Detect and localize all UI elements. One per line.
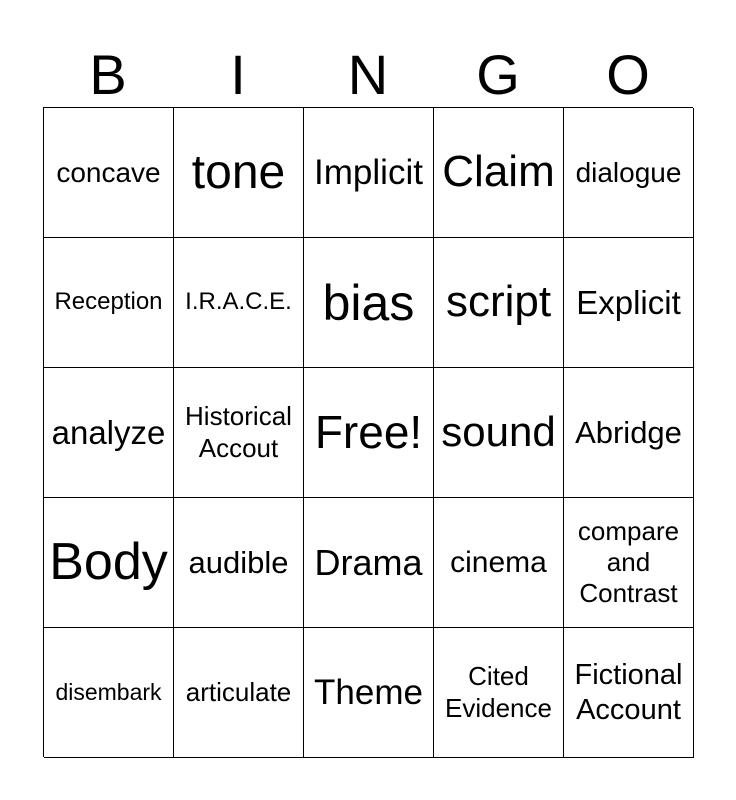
cell-label: disembark — [55, 678, 162, 705]
cell-label: compare and Contrast — [577, 515, 680, 609]
bingo-cell-r4-c2[interactable] — [174, 498, 304, 628]
bingo-cell-r1-c2[interactable] — [174, 108, 304, 238]
bingo-cell-r2-c3[interactable] — [304, 238, 434, 368]
bingo-cell-r2-c2[interactable] — [174, 238, 304, 368]
cell-label: Fictional Account — [574, 658, 683, 726]
bingo-board — [43, 107, 693, 757]
bingo-cell-r3-c5[interactable] — [564, 368, 694, 498]
cell-label: sound — [441, 408, 556, 456]
cell-label: Drama — [314, 541, 423, 583]
bingo-cell-r4-c5[interactable] — [564, 498, 694, 628]
cell-label: Claim — [442, 147, 555, 197]
header-letter-i: I — [230, 43, 246, 106]
bingo-cell-r2-c5[interactable] — [564, 238, 694, 368]
header-letter-n: N — [347, 43, 389, 106]
cell-label: Historical Accout — [185, 401, 292, 463]
bingo-cell-r4-c4[interactable] — [434, 498, 564, 628]
bingo-cell-r5-c2[interactable] — [174, 628, 304, 758]
cell-label: script — [445, 277, 552, 327]
bingo-cell-r3-c3[interactable] — [304, 368, 434, 498]
cell-label: articulate — [185, 676, 292, 707]
bingo-cell-r5-c1[interactable] — [44, 628, 174, 758]
bingo-cell-r1-c3[interactable] — [304, 108, 434, 238]
bingo-header — [43, 42, 693, 108]
cell-label: Theme — [314, 672, 423, 712]
cell-label: Implicit — [314, 152, 423, 192]
bingo-cell-r5-c3[interactable] — [304, 628, 434, 758]
cell-label: tone — [191, 145, 286, 199]
cell-label: analyze — [51, 413, 166, 451]
bingo-cell-r4-c3[interactable] — [304, 498, 434, 628]
bingo-cell-r2-c1[interactable] — [44, 238, 174, 368]
cell-label: bias — [322, 274, 415, 331]
bingo-cell-r5-c5[interactable] — [564, 628, 694, 758]
bingo-cell-r1-c5[interactable] — [564, 108, 694, 238]
cell-label: Abridge — [575, 414, 682, 450]
cell-label: Cited Evidence — [445, 661, 552, 723]
header-letter-b: B — [89, 43, 127, 106]
cell-label: Free! — [314, 405, 423, 458]
bingo-cell-r3-c1[interactable] — [44, 368, 174, 498]
cell-label: Reception — [54, 288, 163, 316]
bingo-cell-r3-c2[interactable] — [174, 368, 304, 498]
bingo-cell-r4-c1[interactable] — [44, 498, 174, 628]
bingo-cell-r1-c1[interactable] — [44, 108, 174, 238]
header-letter-g: G — [476, 43, 520, 106]
cell-label: I.R.A.C.E. — [185, 288, 292, 316]
cell-label: concave — [56, 156, 161, 188]
cell-label: Body — [49, 533, 168, 592]
bingo-cell-r5-c4[interactable] — [434, 628, 564, 758]
bingo-cell-r1-c4[interactable] — [434, 108, 564, 238]
bingo-cell-r2-c4[interactable] — [434, 238, 564, 368]
bingo-cell-r3-c4[interactable] — [434, 368, 564, 498]
header-letter-o: O — [606, 43, 650, 106]
cell-label: dialogue — [575, 156, 682, 188]
cell-label: cinema — [450, 545, 547, 579]
cell-label: Explicit — [576, 283, 681, 321]
cell-label: audible — [188, 544, 289, 580]
